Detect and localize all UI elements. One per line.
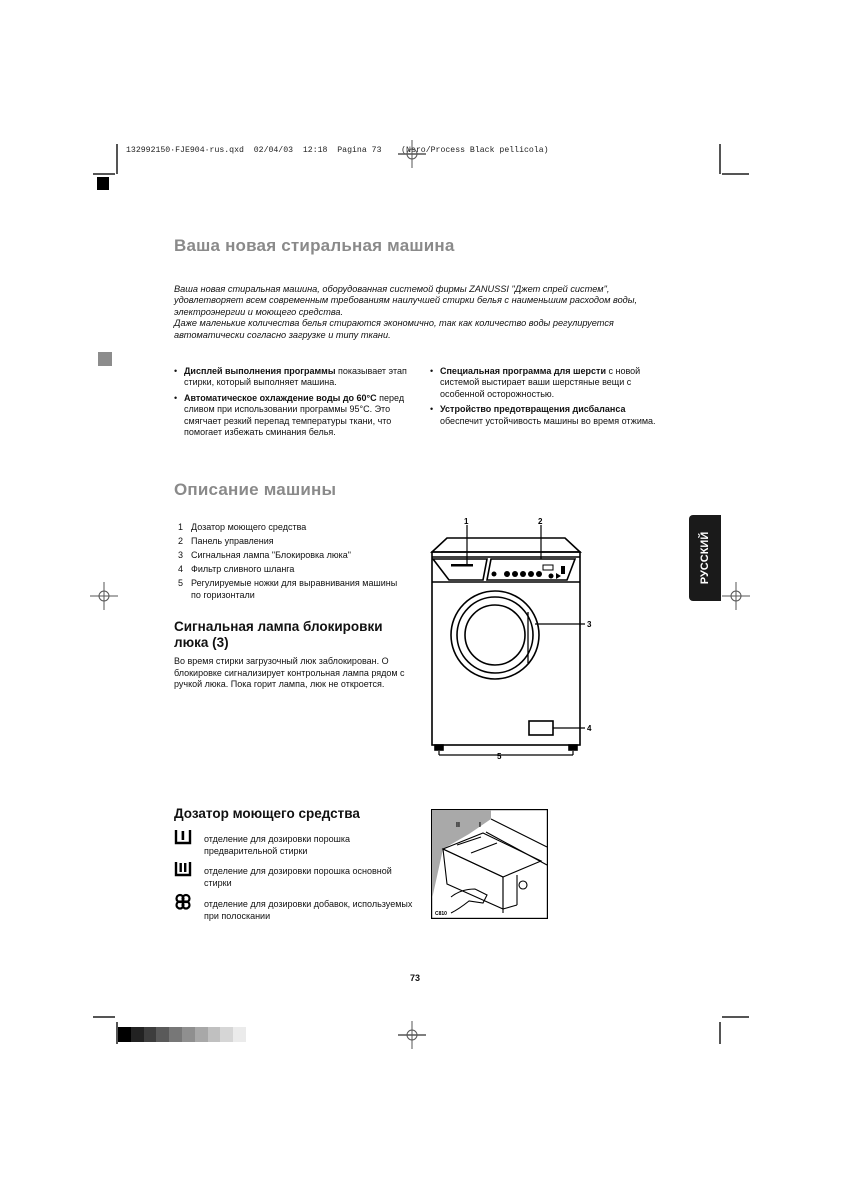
section-title-dispenser: Дозатор моющего средства — [174, 806, 360, 821]
dispenser-drawer-illustration — [431, 809, 548, 919]
color-swatch — [182, 1027, 195, 1042]
crop-mark — [719, 1022, 721, 1044]
parts-list-item: 4 Фильтр сливного шланга — [178, 564, 295, 574]
registration-mark-icon — [722, 582, 750, 610]
features-right — [430, 366, 658, 431]
machine-top — [432, 538, 580, 552]
parts-list-item: 2 Панель управления — [178, 536, 274, 546]
crop-mark — [93, 173, 115, 175]
crop-mark — [719, 144, 721, 174]
callout-5: 5 — [497, 752, 502, 760]
dispenser-item: отделение для дозировки добавок, используемых при полоскании — [174, 895, 414, 923]
dispenser-item: отделение для дозировки порошка предварительной стирки — [174, 830, 414, 858]
language-tab: РУССКИЙ — [689, 515, 721, 601]
callout-1: 1 — [464, 517, 469, 526]
dispenser-item: отделение для дозировки порошка основной стирки — [174, 862, 414, 890]
color-swatch — [233, 1027, 246, 1042]
photo-code: C810 — [435, 911, 447, 917]
intro-paragraph: Ваша новая стиральная машина, оборудованная системой фирмы ZANUSSI "Джет спрей систем", удовлетворяет всем современным требованиям наилучшей стирки белья с наименьшим расходом воды, электроэнергии и моющего средства. — [174, 284, 638, 317]
color-swatch — [118, 1027, 131, 1042]
feature-item: • Дисплей выполнения программы показывает этап стирки, который выполняет машина. — [174, 366, 414, 389]
color-swatch — [144, 1027, 157, 1042]
color-swatch — [131, 1027, 144, 1042]
color-swatch — [156, 1027, 169, 1042]
door-lock-text: Во время стирки загрузочный люк заблокирован. О блокировке сигнализирует контрольная лампа рядом с ручкой люка. Пока горит лампа, люк не откроется. — [174, 656, 405, 689]
section-title-door-lock: Сигнальная лампа блокировки люка (3) — [174, 619, 383, 650]
section-title-new-machine: Ваша новая стиральная машина — [174, 236, 455, 255]
feature-item: • Устройство предотвращения дисбаланса обеспечит устойчивость машины во время отжима. — [430, 404, 658, 427]
section-title-description: Описание машины — [174, 480, 337, 499]
machine-body — [432, 552, 580, 745]
color-swatch — [208, 1027, 221, 1042]
photo-label-II: II — [456, 822, 460, 829]
parts-list — [178, 520, 418, 601]
parts-list-item: 3 Сигнальная лампа "Блокировка люка" — [178, 550, 351, 560]
flower-softener-icon — [174, 893, 192, 911]
color-swatch — [169, 1027, 182, 1042]
callout-2: 2 — [538, 517, 543, 526]
intro-text — [174, 284, 652, 341]
parts-list-item: 1 Дозатор моющего средства — [178, 522, 307, 532]
callout-3: 3 — [587, 620, 592, 629]
crop-mark — [722, 173, 749, 175]
crop-mark — [93, 1016, 115, 1018]
crop-mark — [116, 144, 118, 174]
washing-machine-diagram — [425, 515, 605, 760]
intro-paragraph: Даже маленькие количества белья стираются экономично, так как количество воды регулируется автоматически согласно загрузке и типу ткани. — [174, 318, 614, 340]
print-slug: 132992150·FJE904·rus.qxd 02/04/03 12:18 Pagina 73 (Nero/Process Black pellicola) — [126, 146, 549, 155]
callout-4: 4 — [587, 724, 592, 733]
detergent-drawer — [433, 559, 487, 580]
registration-mark-icon — [90, 582, 118, 610]
features-left — [174, 366, 414, 442]
feature-item: • Специальная программа для шерсти с новой системой выстирает ваши шерстяные вещи с особенной осторожностью. — [430, 366, 658, 400]
color-swatch — [195, 1027, 208, 1042]
color-swatch — [220, 1027, 233, 1042]
photo-label-I: I — [479, 822, 481, 829]
registration-mark-icon — [398, 140, 426, 168]
parts-list-item: 5 Регулируемые ножки для выравнивания машины по горизонтали — [178, 578, 398, 600]
gray-square-mark — [98, 352, 112, 366]
page-number: 73 — [410, 973, 421, 983]
compartment-I-icon — [174, 828, 192, 846]
door-glass — [465, 605, 525, 665]
feature-item: • Автоматическое охлаждение воды до 60°C перед сливом при использовании программы 95°C. Это смягчает резкий перепад температуры ткани, что помогает избежать сминания белья. — [174, 393, 414, 439]
black-square-mark — [97, 177, 109, 190]
crop-mark — [722, 1016, 749, 1018]
registration-mark-icon — [398, 1021, 426, 1049]
pump-filter-cover — [529, 721, 553, 735]
compartment-II-icon — [174, 860, 192, 878]
